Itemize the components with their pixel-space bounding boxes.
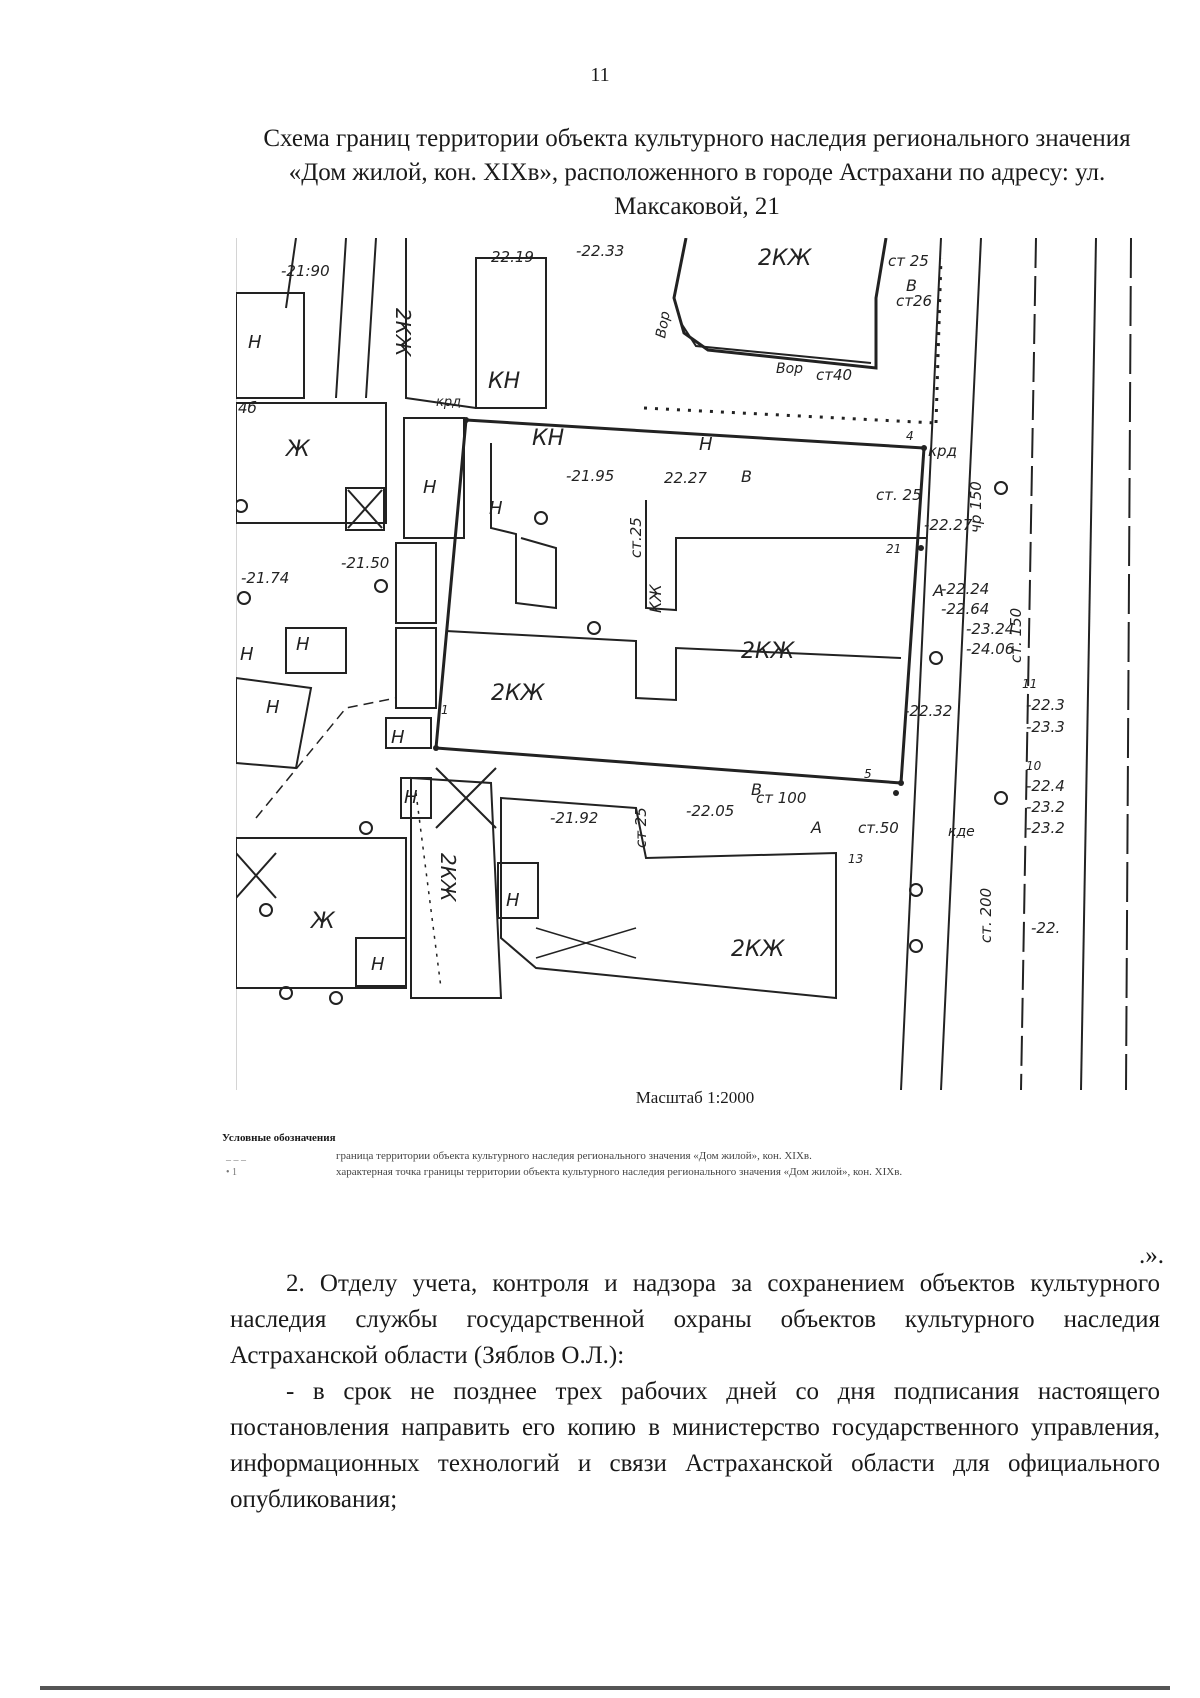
map-point-21: 21	[886, 542, 902, 556]
map-elev-15: -22.05	[686, 802, 735, 820]
map-scale: Масштаб 1:2000	[635, 1088, 755, 1107]
map-elev-7: -21.74	[241, 569, 290, 587]
map-elev-3: -22.33	[576, 242, 625, 260]
map-label-h-7: Н	[266, 697, 280, 718]
map-elev-20: -23.2	[1026, 819, 1065, 837]
map-label-zh-1: Ж	[286, 437, 310, 462]
map-vor-2: Вор	[776, 361, 804, 377]
map-elev-21: -22.	[1031, 919, 1061, 937]
legend-symbol-boundary: _ _ _	[226, 1150, 246, 1162]
map-vor-1: Вор	[653, 310, 674, 340]
map-chr-150: чр 150	[967, 481, 985, 533]
map-point-11: 11	[1022, 677, 1038, 691]
map-point-1: 1	[441, 703, 449, 717]
map-label-2kzh-bottom: 2КЖ	[731, 937, 785, 962]
map-st-25c: ст. 25	[876, 486, 922, 504]
map-elev-8: -22.27	[924, 516, 973, 534]
map-label-h-6: Н	[296, 634, 310, 655]
map-v-1: В	[906, 276, 917, 295]
map-label-2kzh-center: 2КЖ	[491, 681, 545, 706]
legend-symbol-point: • 1	[226, 1166, 238, 1178]
map-st-25b: ст.25	[627, 517, 645, 558]
map-st-150: ст. 150	[1007, 607, 1025, 663]
map-label-h-2: Н	[699, 434, 713, 455]
map-elev-2: 22.19	[491, 248, 534, 266]
map-krd-2: крд	[928, 442, 957, 460]
map-point-4: 4	[906, 429, 914, 443]
map-elev-9: -22.24	[941, 580, 990, 598]
map-elev-13: -22.32	[904, 702, 953, 720]
map-label-h-4: Н	[489, 498, 503, 519]
map-label-kn-1: КН	[488, 369, 521, 394]
map-elev-18: -22.4	[1026, 777, 1065, 795]
map-label-h-9: Н	[404, 787, 418, 808]
paragraph: 2. Отделу учета, контроля и надзора за сохранением объектов культурного наследия службы государственной охраны объектов культурного наследия Астраханской области (Зяблов О.Л.):	[230, 1270, 1160, 1369]
scheme-title: Схема границ территории объекта культурного наследия регионального значения «Дом жилой, кон. XIXв», расположенного в городе Астрахани по адресу: ул. Максаковой, 21	[263, 125, 1131, 220]
map-st-25d: ст 25	[632, 807, 650, 848]
map-label-kzh: КЖ	[646, 584, 665, 613]
paragraph: - в срок не позднее трех рабочих дней со дня подписания настоящего постановления направить его копию в министерство государственного управления, информационных технологий и связи Астраханской области для официального опубликования;	[230, 1378, 1160, 1513]
map-st-100: ст 100	[756, 789, 807, 807]
map-st-50: ст.50	[858, 819, 899, 837]
map-st-200: ст. 200	[977, 887, 995, 943]
map-elev-12: -24.06	[966, 640, 1015, 658]
map-label-h-8: Н	[391, 727, 405, 748]
map-elev-17: -23.3	[1026, 718, 1065, 736]
map-point-5: 5	[864, 767, 872, 781]
map-46: 4б	[238, 399, 257, 417]
document-body	[230, 1266, 1160, 1518]
map-label-2kzh-top: 2КЖ	[758, 246, 812, 271]
map-krd-1: крд	[436, 395, 462, 410]
map-label-h-1: Н	[248, 332, 262, 353]
map-legend	[222, 1132, 1162, 1180]
map-elev-16: -22.3	[1026, 696, 1065, 714]
map-st-26: ст26	[896, 292, 933, 310]
map-label-2kzh-bottom-left: 2КЖ	[436, 853, 460, 902]
map-st-40: ст40	[816, 366, 853, 384]
legend-item	[222, 1148, 1162, 1164]
page-number: 11	[590, 64, 610, 86]
map-a-1: А	[933, 581, 944, 600]
map-label-2kzh-left: 2КЖ	[391, 308, 415, 357]
legend-text-point: характерная точка границы территории объекта культурного наследия регионального значения «Дом жилой», кон. XIXв.	[336, 1166, 903, 1178]
map-elev-5: 22.27	[664, 469, 707, 487]
map-v-3: В	[751, 780, 762, 799]
map-label-h-11: Н	[371, 954, 385, 975]
boundary-map	[236, 238, 1154, 1090]
map-a-2: А	[811, 818, 822, 837]
map-elev-1: -21:90	[281, 262, 330, 280]
legend-item	[222, 1164, 1162, 1180]
map-point-10: 10	[1026, 759, 1042, 773]
map-elev-11: -23.24	[966, 620, 1015, 638]
map-label-kn-2: КН	[532, 426, 565, 451]
map-elev-4: -21.95	[566, 467, 615, 485]
page-bottom-edge	[40, 1686, 1170, 1690]
legend-title: Условные обозначения	[222, 1132, 336, 1144]
map-label-h-3: Н	[423, 477, 437, 498]
map-st-25a: ст 25	[888, 252, 929, 270]
map-elev-10: -22.64	[941, 600, 990, 618]
map-elev-14: -21.92	[550, 809, 599, 827]
legend-text-boundary: граница территории объекта культурного наследия регионального значения «Дом жилой», кон. XIXв.	[336, 1150, 812, 1162]
closing-quote: .».	[1139, 1242, 1164, 1269]
map-label-2kzh-main: 2КЖ	[741, 639, 795, 664]
map-elev-19: -23.2	[1026, 798, 1065, 816]
map-point-13: 13	[848, 852, 864, 866]
map-v-2: В	[741, 467, 752, 486]
map-kde: кде	[948, 824, 975, 840]
map-elev-6: -21.50	[341, 554, 390, 572]
map-label-h-5: Н	[240, 644, 254, 665]
map-label-h-10: Н	[506, 890, 520, 911]
map-label-zh-2: Ж	[311, 909, 335, 934]
